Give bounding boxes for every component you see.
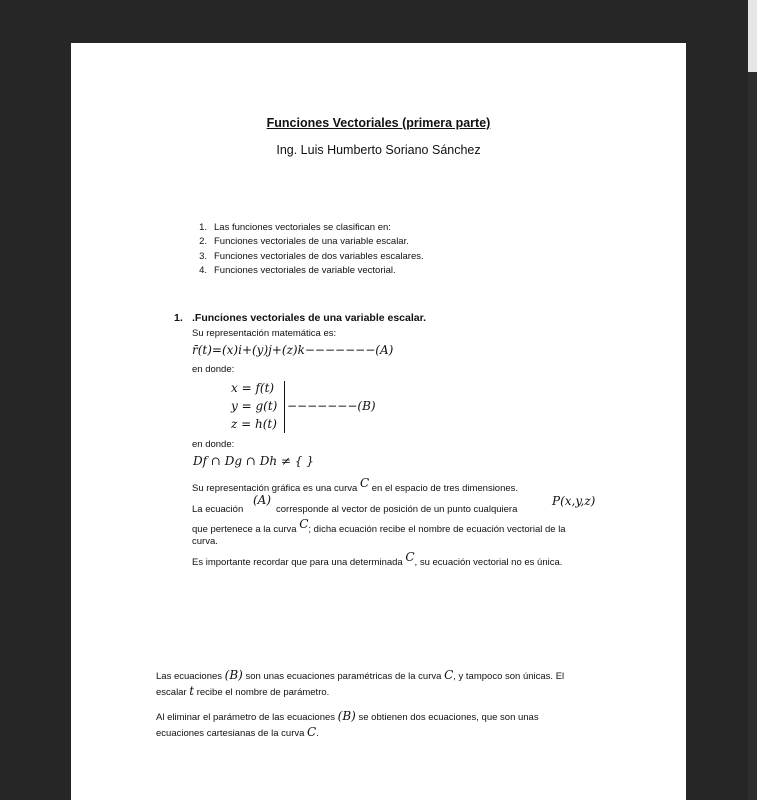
section-heading: .Funciones vectoriales de una variable escalar. [192,312,427,324]
document-author: Ing. Luis Humberto Soriano Sánchez [276,143,481,157]
paragraph-parameter: escalar t recibe el nombre de parámetro. [156,684,330,698]
paragraph-eliminate: Al eliminar el parámetro de las ecuaciones (B) se obtienen dos ecuaciones, que son unas [156,709,539,723]
paragraph-curve-membership: que pertenece a la curva C; dicha ecuación recibe el nombre de ecuación vectorial de la [192,517,566,535]
list-item: 2. Funciones vectoriales de una variable escalar. [199,236,409,247]
paragraph-uniqueness: Es importante recordar que para una determinada C, su ecuación vectorial no es única. [192,550,563,568]
equation-domain: Df ∩ Dg ∩ Dh ≠ { } [193,454,314,468]
document-page [71,43,686,800]
paragraph-parametric: Las ecuaciones (B) son unas ecuaciones paramétricas de la curva C, y tampoco son únicas. El [156,668,565,682]
paragraph-cartesian: ecuaciones cartesianas de la curva C. [156,725,319,739]
equation-y: y = g(t) [231,399,278,413]
equation-z: z = h(t) [231,417,277,431]
scroll-thumb[interactable] [748,0,757,72]
paragraph-position-vector: corresponde al vector de posición de un punto cualquiera [276,504,518,515]
equation-x: x = f(t) [231,381,275,395]
scrollbar[interactable] [748,0,757,800]
section-intro: Su representación matemática es: [192,328,337,339]
paragraph-curve: Su representación gráfica es una curva C en el espacio de tres dimensiones. [192,476,519,494]
paragraph-equation-a-label: La ecuación [192,504,244,515]
en-donde-label: en donde: [192,439,235,450]
point-p: P(x,y,z) [552,494,596,508]
equation-b-label: −−−−−−−(B) [287,399,376,413]
list-item: 4. Funciones vectoriales de variable vectorial. [199,265,396,276]
document-title: Funciones Vectoriales (primera parte) [266,116,491,130]
system-bracket [284,381,285,433]
list-item: 3. Funciones vectoriales de dos variables escalares. [199,251,424,262]
equation-a: r̄(t)=(x)i+(y)j+(z)k−−−−−−−(A) [192,343,394,357]
en-donde-label: en donde: [192,364,235,375]
list-item: 1. Las funciones vectoriales se clasifican en: [199,222,391,233]
section-number: 1. [174,312,183,324]
paragraph-equation-a-ref: (A) [253,493,272,507]
paragraph-curve-end: curva. [192,536,218,547]
